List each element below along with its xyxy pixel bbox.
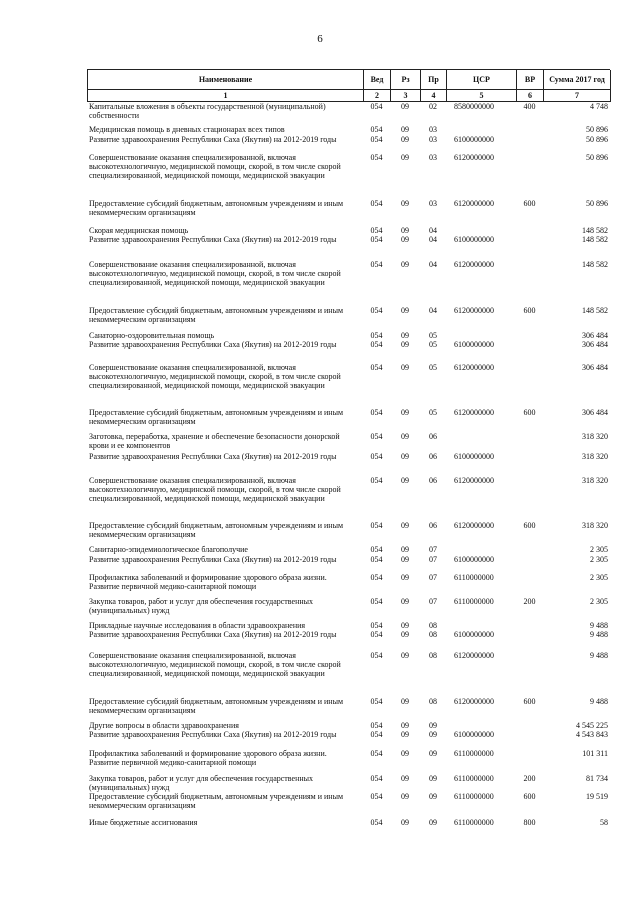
- table-row: [87, 521, 610, 539]
- row-vr: [516, 331, 543, 340]
- row-rz: 09: [401, 749, 409, 758]
- column-number: 3: [391, 90, 421, 102]
- row-vr: 800: [523, 818, 536, 827]
- table-row: [87, 125, 610, 134]
- row-pr: 05: [429, 363, 437, 372]
- table-row: [87, 226, 610, 235]
- row-pr: 08: [429, 621, 437, 630]
- row-pr: 06: [429, 521, 437, 530]
- table-row: [87, 452, 610, 461]
- row-rz: 09: [401, 452, 409, 461]
- row-name: Медицинская помощь в дневных стационарах всех типов: [89, 125, 285, 134]
- row-name: Санаторно-оздоровительная помощь: [89, 331, 215, 340]
- row-name: Прикладные научные исследования в области здравоохранения: [89, 621, 306, 630]
- row-csr: 6110000000: [454, 774, 494, 783]
- row-vr: [516, 340, 543, 349]
- row-sum: 306 484: [582, 363, 608, 372]
- row-ved: 054: [370, 125, 383, 134]
- row-pr: 07: [429, 573, 437, 582]
- row-name: Скорая медицинская помощь: [89, 226, 189, 235]
- row-csr: 6120000000: [454, 651, 494, 660]
- row-csr: 6100000000: [454, 555, 494, 564]
- row-sum: 4 748: [590, 102, 608, 111]
- row-pr: 08: [429, 651, 437, 660]
- row-csr: 6100000000: [454, 452, 494, 461]
- table-row: [87, 432, 610, 450]
- row-vr: [516, 476, 543, 504]
- row-csr: 6100000000: [454, 135, 494, 144]
- row-rz: 09: [401, 408, 409, 417]
- row-name: Развитие здравоохранения Республики Саха (Якутия) на 2012-2019 годы: [89, 235, 337, 244]
- table-row: [87, 408, 610, 426]
- row-name: Другие вопросы в области здравоохранения: [89, 721, 239, 730]
- row-pr: 06: [429, 452, 437, 461]
- row-vr: 600: [523, 792, 536, 801]
- row-vr: 600: [523, 408, 536, 417]
- table-row: [87, 363, 610, 391]
- row-sum: 81 734: [586, 774, 608, 783]
- row-rz: 09: [401, 597, 409, 606]
- header-vr: ВР: [517, 70, 544, 90]
- row-vr: 400: [523, 102, 536, 111]
- table-row: [87, 340, 610, 349]
- row-sum: 318 320: [582, 521, 608, 530]
- row-rz: 09: [401, 432, 409, 441]
- row-rz: 09: [401, 555, 409, 564]
- header-rz: Рз: [391, 70, 421, 90]
- row-rz: 09: [401, 651, 409, 660]
- row-csr: 6120000000: [454, 476, 494, 485]
- table-row: [87, 697, 610, 715]
- column-number: 1: [88, 90, 364, 102]
- row-ved: 054: [370, 199, 383, 208]
- row-vr: [516, 621, 543, 630]
- row-vr: [516, 226, 543, 235]
- row-csr: 6100000000: [454, 235, 494, 244]
- row-name: Развитие здравоохранения Республики Саха (Якутия) на 2012-2019 годы: [89, 630, 337, 639]
- row-pr: 08: [429, 630, 437, 639]
- table-row: [87, 555, 610, 564]
- row-name: Развитие здравоохранения Республики Саха (Якутия) на 2012-2019 годы: [89, 555, 337, 564]
- table-row: [87, 721, 610, 730]
- row-name: Совершенствование оказания специализированной, включая высокотехнологичную, медицинской помощи, скорой, в том числе скорой специализированной, медицинской помощи, медицинской эвакуации: [89, 363, 341, 391]
- header-column-numbers: [87, 90, 610, 102]
- row-name: Закупка товаров, работ и услуг для обеспечения государственных (муниципальных) нужд: [89, 597, 314, 616]
- row-ved: 054: [370, 730, 383, 739]
- row-csr: 6110000000: [454, 573, 494, 582]
- row-csr: 6110000000: [454, 749, 494, 758]
- row-pr: 03: [429, 125, 437, 134]
- row-pr: 03: [429, 135, 437, 144]
- row-ved: 054: [370, 697, 383, 706]
- row-rz: 09: [401, 792, 409, 801]
- row-sum: 306 484: [582, 340, 608, 349]
- row-pr: 03: [429, 153, 437, 162]
- table-row: [87, 476, 610, 504]
- row-rz: 09: [401, 630, 409, 639]
- row-pr: 04: [429, 226, 437, 235]
- table-row: [87, 199, 610, 217]
- row-sum: 148 582: [582, 260, 608, 269]
- table-row: [87, 730, 610, 739]
- row-ved: 054: [370, 749, 383, 758]
- table-row: [87, 573, 610, 591]
- row-sum: 101 311: [582, 749, 608, 758]
- row-rz: 09: [401, 199, 409, 208]
- row-vr: [516, 235, 543, 244]
- row-name: Развитие здравоохранения Республики Саха (Якутия) на 2012-2019 годы: [89, 730, 337, 739]
- row-sum: 4 543 843: [576, 730, 608, 739]
- table-header: [87, 69, 610, 90]
- row-vr: 600: [523, 199, 536, 208]
- row-name: Закупка товаров, работ и услуг для обеспечения государственных (муниципальных) нужд: [89, 774, 314, 793]
- row-name: Развитие здравоохранения Республики Саха (Якутия) на 2012-2019 годы: [89, 340, 337, 349]
- row-sum: 318 320: [582, 476, 608, 485]
- row-csr: 6100000000: [454, 340, 494, 349]
- row-csr: 6120000000: [454, 521, 494, 530]
- row-vr: [516, 363, 543, 391]
- row-pr: 04: [429, 260, 437, 269]
- row-csr: [446, 226, 516, 235]
- row-rz: 09: [401, 153, 409, 162]
- row-rz: 09: [401, 226, 409, 235]
- row-csr: 6110000000: [454, 597, 494, 606]
- row-csr: [446, 331, 516, 340]
- row-sum: 148 582: [582, 235, 608, 244]
- row-sum: 50 896: [586, 199, 608, 208]
- row-ved: 054: [370, 597, 383, 606]
- row-pr: 06: [429, 432, 437, 441]
- row-ved: 054: [370, 102, 383, 111]
- row-sum: 306 484: [582, 408, 608, 417]
- row-pr: 07: [429, 555, 437, 564]
- row-sum: 4 545 225: [576, 721, 608, 730]
- row-csr: [446, 125, 516, 134]
- row-pr: 07: [429, 597, 437, 606]
- row-sum: 9 488: [590, 697, 608, 706]
- row-rz: 09: [401, 721, 409, 730]
- row-ved: 054: [370, 545, 383, 554]
- row-pr: 09: [429, 792, 437, 801]
- header-sum: Сумма 2017 год: [544, 70, 611, 90]
- row-sum: 9 488: [590, 651, 608, 660]
- table-row: [87, 597, 610, 615]
- header-ved: Вед: [364, 70, 391, 90]
- row-pr: 04: [429, 306, 437, 315]
- row-sum: 19 519: [586, 792, 608, 801]
- row-ved: 054: [370, 226, 383, 235]
- row-csr: 6120000000: [454, 408, 494, 417]
- row-rz: 09: [401, 573, 409, 582]
- row-ved: 054: [370, 721, 383, 730]
- table-row: [87, 630, 610, 639]
- row-csr: 6110000000: [454, 818, 494, 827]
- row-vr: 200: [523, 597, 536, 606]
- row-sum: 318 320: [582, 452, 608, 461]
- row-sum: 50 896: [586, 153, 608, 162]
- row-csr: 6110000000: [454, 792, 494, 801]
- row-name: Предоставление субсидий бюджетным, автономным учреждениям и иным некоммерческим организациям: [89, 408, 344, 427]
- row-csr: 6120000000: [454, 306, 494, 315]
- row-vr: [516, 730, 543, 739]
- row-pr: 09: [429, 721, 437, 730]
- row-vr: [516, 573, 543, 591]
- row-vr: [516, 651, 543, 679]
- row-csr: 6100000000: [454, 730, 494, 739]
- row-ved: 054: [370, 235, 383, 244]
- row-ved: 054: [370, 452, 383, 461]
- table-row: [87, 260, 610, 288]
- row-pr: 07: [429, 545, 437, 554]
- row-sum: 58: [600, 818, 608, 827]
- row-rz: 09: [401, 102, 409, 111]
- row-name: Капитальные вложения в объекты государственной (муниципальной) собственности: [89, 102, 326, 121]
- table-row: [87, 102, 610, 120]
- row-pr: 08: [429, 697, 437, 706]
- row-rz: 09: [401, 697, 409, 706]
- row-name: Предоставление субсидий бюджетным, автономным учреждениям и иным некоммерческим организациям: [89, 199, 344, 218]
- row-sum: 9 488: [590, 630, 608, 639]
- row-sum: 2 305: [590, 573, 608, 582]
- row-vr: [516, 452, 543, 461]
- row-sum: 50 896: [586, 125, 608, 134]
- row-name: Заготовка, переработка, хранение и обеспечение безопасности донорской крови и ее компонентов: [89, 432, 340, 451]
- row-csr: [446, 432, 516, 450]
- table-row: [87, 792, 610, 810]
- row-rz: 09: [401, 363, 409, 372]
- row-ved: 054: [370, 135, 383, 144]
- row-vr: [516, 545, 543, 554]
- header-pr: Пр: [421, 70, 447, 90]
- column-number: 7: [544, 90, 611, 102]
- row-rz: 09: [401, 476, 409, 485]
- row-sum: 2 305: [590, 555, 608, 564]
- row-csr: 6120000000: [454, 260, 494, 269]
- row-pr: 03: [429, 199, 437, 208]
- row-rz: 09: [401, 730, 409, 739]
- row-name: Предоставление субсидий бюджетным, автономным учреждениям и иным некоммерческим организациям: [89, 521, 344, 540]
- table-row: [87, 651, 610, 679]
- table-row: [87, 306, 610, 324]
- row-ved: 054: [370, 476, 383, 485]
- row-pr: 04: [429, 235, 437, 244]
- row-csr: 8580000000: [454, 102, 494, 111]
- row-ved: 054: [370, 306, 383, 315]
- row-sum: 306 484: [582, 331, 608, 340]
- row-rz: 09: [401, 260, 409, 269]
- row-name: Совершенствование оказания специализированной, включая высокотехнологичную, медицинской помощи, скорой, в том числе скорой специализированной, медицинской помощи, медицинской эвакуации: [89, 153, 341, 181]
- row-vr: 600: [523, 306, 536, 315]
- row-vr: 200: [523, 774, 536, 783]
- row-csr: 6100000000: [454, 630, 494, 639]
- row-name: Санитарно-эпидемиологическое благополучие: [89, 545, 248, 554]
- header-csr: ЦСР: [447, 70, 517, 90]
- row-pr: 09: [429, 774, 437, 783]
- row-rz: 09: [401, 235, 409, 244]
- row-rz: 09: [401, 340, 409, 349]
- table-row: [87, 545, 610, 554]
- row-vr: [516, 555, 543, 564]
- row-ved: 054: [370, 651, 383, 660]
- row-name: Профилактика заболеваний и формирование здорового образа жизни. Развитие первичной медико-санитарной помощи: [89, 573, 327, 592]
- row-rz: 09: [401, 545, 409, 554]
- row-ved: 054: [370, 555, 383, 564]
- column-number: 2: [364, 90, 391, 102]
- row-ved: 054: [370, 340, 383, 349]
- row-ved: 054: [370, 432, 383, 441]
- page-number: 6: [317, 33, 323, 45]
- row-sum: 50 896: [586, 135, 608, 144]
- row-rz: 09: [401, 621, 409, 630]
- row-name: Совершенствование оказания специализированной, включая высокотехнологичную, медицинской помощи, скорой, в том числе скорой специализированной, медицинской помощи, медицинской эвакуации: [89, 651, 341, 679]
- row-pr: 06: [429, 476, 437, 485]
- row-sum: 318 320: [582, 432, 608, 441]
- row-vr: 600: [523, 697, 536, 706]
- row-csr: 6120000000: [454, 153, 494, 162]
- row-vr: [516, 125, 543, 134]
- table-row: [87, 774, 610, 792]
- budget-table: [87, 69, 610, 842]
- row-ved: 054: [370, 408, 383, 417]
- row-sum: 148 582: [582, 226, 608, 235]
- row-name: Профилактика заболеваний и формирование здорового образа жизни. Развитие первичной медико-санитарной помощи: [89, 749, 327, 768]
- row-vr: [516, 721, 543, 730]
- header-name: Наименование: [88, 70, 364, 90]
- row-csr: 6120000000: [454, 363, 494, 372]
- row-pr: 05: [429, 331, 437, 340]
- row-rz: 09: [401, 125, 409, 134]
- table-row: [87, 621, 610, 630]
- row-rz: 09: [401, 135, 409, 144]
- row-pr: 02: [429, 102, 437, 111]
- row-vr: [516, 630, 543, 639]
- row-name: Предоставление субсидий бюджетным, автономным учреждениям и иным некоммерческим организациям: [89, 306, 344, 325]
- row-ved: 054: [370, 774, 383, 783]
- row-rz: 09: [401, 774, 409, 783]
- table-row: [87, 331, 610, 340]
- row-vr: [516, 749, 543, 767]
- column-number: 4: [421, 90, 447, 102]
- row-name: Иные бюджетные ассигнования: [89, 818, 198, 827]
- row-vr: [516, 135, 543, 144]
- table-row: [87, 135, 610, 144]
- table-row: [87, 235, 610, 244]
- table-row: [87, 749, 610, 767]
- row-ved: 054: [370, 573, 383, 582]
- row-pr: 09: [429, 749, 437, 758]
- row-ved: 054: [370, 153, 383, 162]
- row-pr: 09: [429, 730, 437, 739]
- row-vr: [516, 432, 543, 450]
- table-row: [87, 153, 610, 181]
- row-name: Развитие здравоохранения Республики Саха (Якутия) на 2012-2019 годы: [89, 452, 337, 461]
- row-name: Развитие здравоохранения Республики Саха (Якутия) на 2012-2019 годы: [89, 135, 337, 144]
- row-rz: 09: [401, 521, 409, 530]
- row-csr: [446, 545, 516, 554]
- row-sum: 9 488: [590, 621, 608, 630]
- row-pr: 05: [429, 340, 437, 349]
- column-number: 6: [517, 90, 544, 102]
- row-sum: 2 305: [590, 545, 608, 554]
- row-csr: 6120000000: [454, 697, 494, 706]
- row-ved: 054: [370, 621, 383, 630]
- row-ved: 054: [370, 331, 383, 340]
- row-pr: 05: [429, 408, 437, 417]
- row-sum: 2 305: [590, 597, 608, 606]
- row-name: Предоставление субсидий бюджетным, автономным учреждениям и иным некоммерческим организациям: [89, 792, 344, 811]
- row-sum: 148 582: [582, 306, 608, 315]
- row-rz: 09: [401, 331, 409, 340]
- table-row: [87, 818, 610, 827]
- row-name: Совершенствование оказания специализированной, включая высокотехнологичную, медицинской помощи, скорой, в том числе скорой специализированной, медицинской помощи, медицинской эвакуации: [89, 260, 341, 288]
- row-csr: [446, 721, 516, 730]
- row-vr: [516, 153, 543, 181]
- row-csr: [446, 621, 516, 630]
- row-ved: 054: [370, 630, 383, 639]
- table-body: [87, 102, 610, 842]
- row-rz: 09: [401, 306, 409, 315]
- row-ved: 054: [370, 818, 383, 827]
- row-csr: 6120000000: [454, 199, 494, 208]
- row-ved: 054: [370, 260, 383, 269]
- row-vr: [516, 260, 543, 288]
- row-pr: 09: [429, 818, 437, 827]
- row-name: Совершенствование оказания специализированной, включая высокотехнологичную, медицинской помощи, скорой, в том числе скорой специализированной, медицинской помощи, медицинской эвакуации: [89, 476, 341, 504]
- row-name: Предоставление субсидий бюджетным, автономным учреждениям и иным некоммерческим организациям: [89, 697, 344, 716]
- row-rz: 09: [401, 818, 409, 827]
- row-ved: 054: [370, 521, 383, 530]
- row-ved: 054: [370, 363, 383, 372]
- column-number: 5: [447, 90, 517, 102]
- row-ved: 054: [370, 792, 383, 801]
- row-vr: 600: [523, 521, 536, 530]
